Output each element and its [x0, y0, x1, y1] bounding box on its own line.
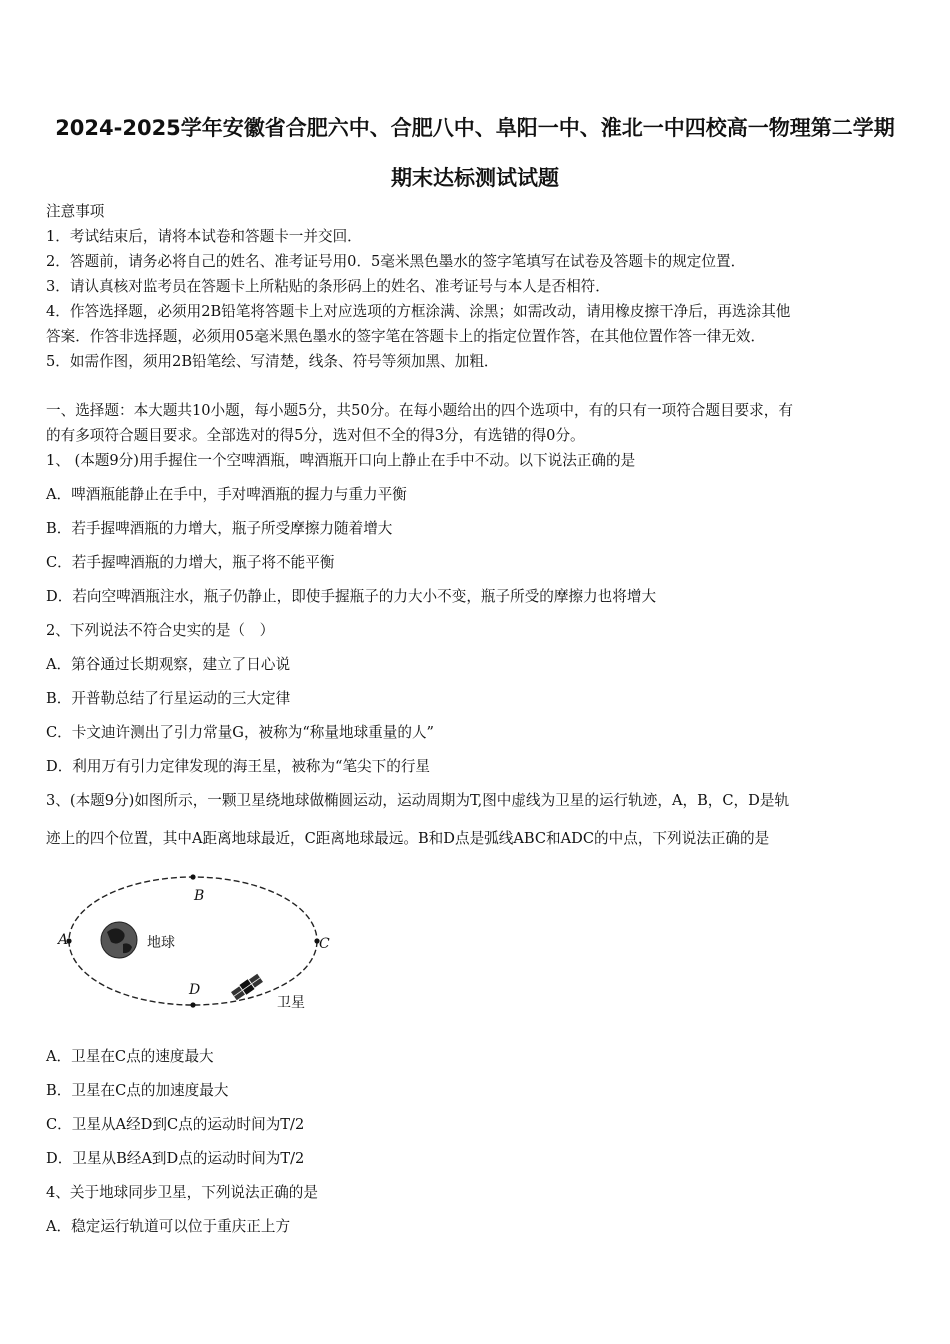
- notice-item: 5．如需作图，须用2B铅笔绘、写清楚，线条、符号等须加黑、加粗．: [46, 353, 499, 370]
- notice-heading: 注意事项: [46, 203, 105, 220]
- q2-option-b: B．开普勒总结了行星运动的三大定律: [46, 690, 291, 707]
- point-d-dot: [190, 1002, 195, 1007]
- q3-option-b: B．卫星在C点的加速度最大: [46, 1082, 229, 1099]
- point-b-dot: [190, 874, 195, 879]
- point-d-label: D: [189, 982, 201, 998]
- q4-stem: 4、关于地球同步卫星，下列说法正确的是: [46, 1184, 318, 1201]
- q3-option-c: C．卫星从A经D到C点的运动时间为T/2: [46, 1116, 305, 1133]
- q3-stem-line1: 3、(本题9分)如图所示，一颗卫星绕地球做椭圆运动，运动周期为T,图中虚线为卫星的运行轨迹，A，B，C，D是轨: [46, 792, 790, 809]
- notice-item: 3．请认真核对监考员在答题卡上所粘贴的条形码上的姓名、准考证号与本人是否相符．: [46, 278, 610, 295]
- exam-title-line2: 期末达标测试试题: [391, 166, 559, 190]
- q1-option-a: A．啤酒瓶能静止在手中，手对啤酒瓶的握力与重力平衡: [46, 486, 407, 503]
- earth-label: 地球: [147, 935, 175, 951]
- section-instructions: 一、选择题：本大题共10小题，每小题5分，共50分。在每小题给出的四个选项中，有的只有一项符合题目要求，有: [46, 402, 793, 419]
- point-b-label: B: [194, 888, 205, 904]
- q1-option-b: B．若手握啤酒瓶的力增大，瓶子所受摩擦力随着增大: [46, 520, 393, 537]
- notice-item: 1．考试结束后，请将本试卷和答题卡一并交回．: [46, 228, 362, 245]
- q1-option-c: C．若手握啤酒瓶的力增大，瓶子将不能平衡: [46, 554, 335, 571]
- notice-item: 2．答题前，请务必将自己的姓名、准考证号用0．5毫米黑色墨水的签字笔填写在试卷及答题卡的规定位置．: [46, 253, 746, 270]
- section-instructions-cont: 的有多项符合题目要求。全部选对的得5分，选对但不全的得3分，有选错的得0分。: [46, 427, 585, 444]
- satellite-label: 卫星: [277, 995, 305, 1011]
- q2-option-a: A．第谷通过长期观察，建立了日心说: [46, 656, 291, 673]
- satellite-icon: [230, 973, 263, 1001]
- q4-option-a: A．稳定运行轨道可以位于重庆正上方: [46, 1218, 291, 1235]
- point-c-label: C: [319, 936, 330, 952]
- q1-stem: 1、 (本题9分)用手握住一个空啤酒瓶，啤酒瓶开口向上静止在手中不动。以下说法正确的是: [46, 452, 636, 469]
- q3-option-d: D．卫星从B经A到D点的运动时间为T/2: [46, 1150, 305, 1167]
- q2-stem: 2、下列说法不符合史实的是（ ）: [46, 622, 275, 639]
- q2-option-d: D．利用万有引力定律发现的海王星，被称为“笔尖下的行星: [46, 758, 431, 775]
- q1-option-d: D．若向空啤酒瓶注水，瓶子仍静止，即使手握瓶子的力大小不变，瓶子所受的摩擦力也将增大: [46, 588, 657, 605]
- earth-icon: [101, 922, 137, 958]
- orbit-figure: [55, 862, 345, 1012]
- q2-option-c: C．卡文迪许测出了引力常量G，被称为“称量地球重量的人”: [46, 724, 434, 741]
- q3-option-a: A．卫星在C点的速度最大: [46, 1048, 214, 1065]
- notice-item: 答案．作答非选择题，必须用05毫米黑色墨水的签字笔在答题卡上的指定位置作答，在其他位置作答一律无效．: [46, 328, 766, 345]
- notice-item: 4．作答选择题，必须用2B铅笔将答题卡上对应选项的方框涂满、涂黑；如需改动，请用橡皮擦干净后，再选涂其他: [46, 303, 791, 320]
- point-a-label: A: [58, 932, 69, 948]
- exam-title-line1: 2024-2025学年安徽省合肥六中、合肥八中、阜阳一中、淮北一中四校高一物理第二学期: [55, 116, 895, 140]
- q3-stem-line2: 迹上的四个位置，其中A距离地球最近，C距离地球最远。B和D点是弧线ABC和ADC的中点，下列说法正确的是: [46, 830, 770, 847]
